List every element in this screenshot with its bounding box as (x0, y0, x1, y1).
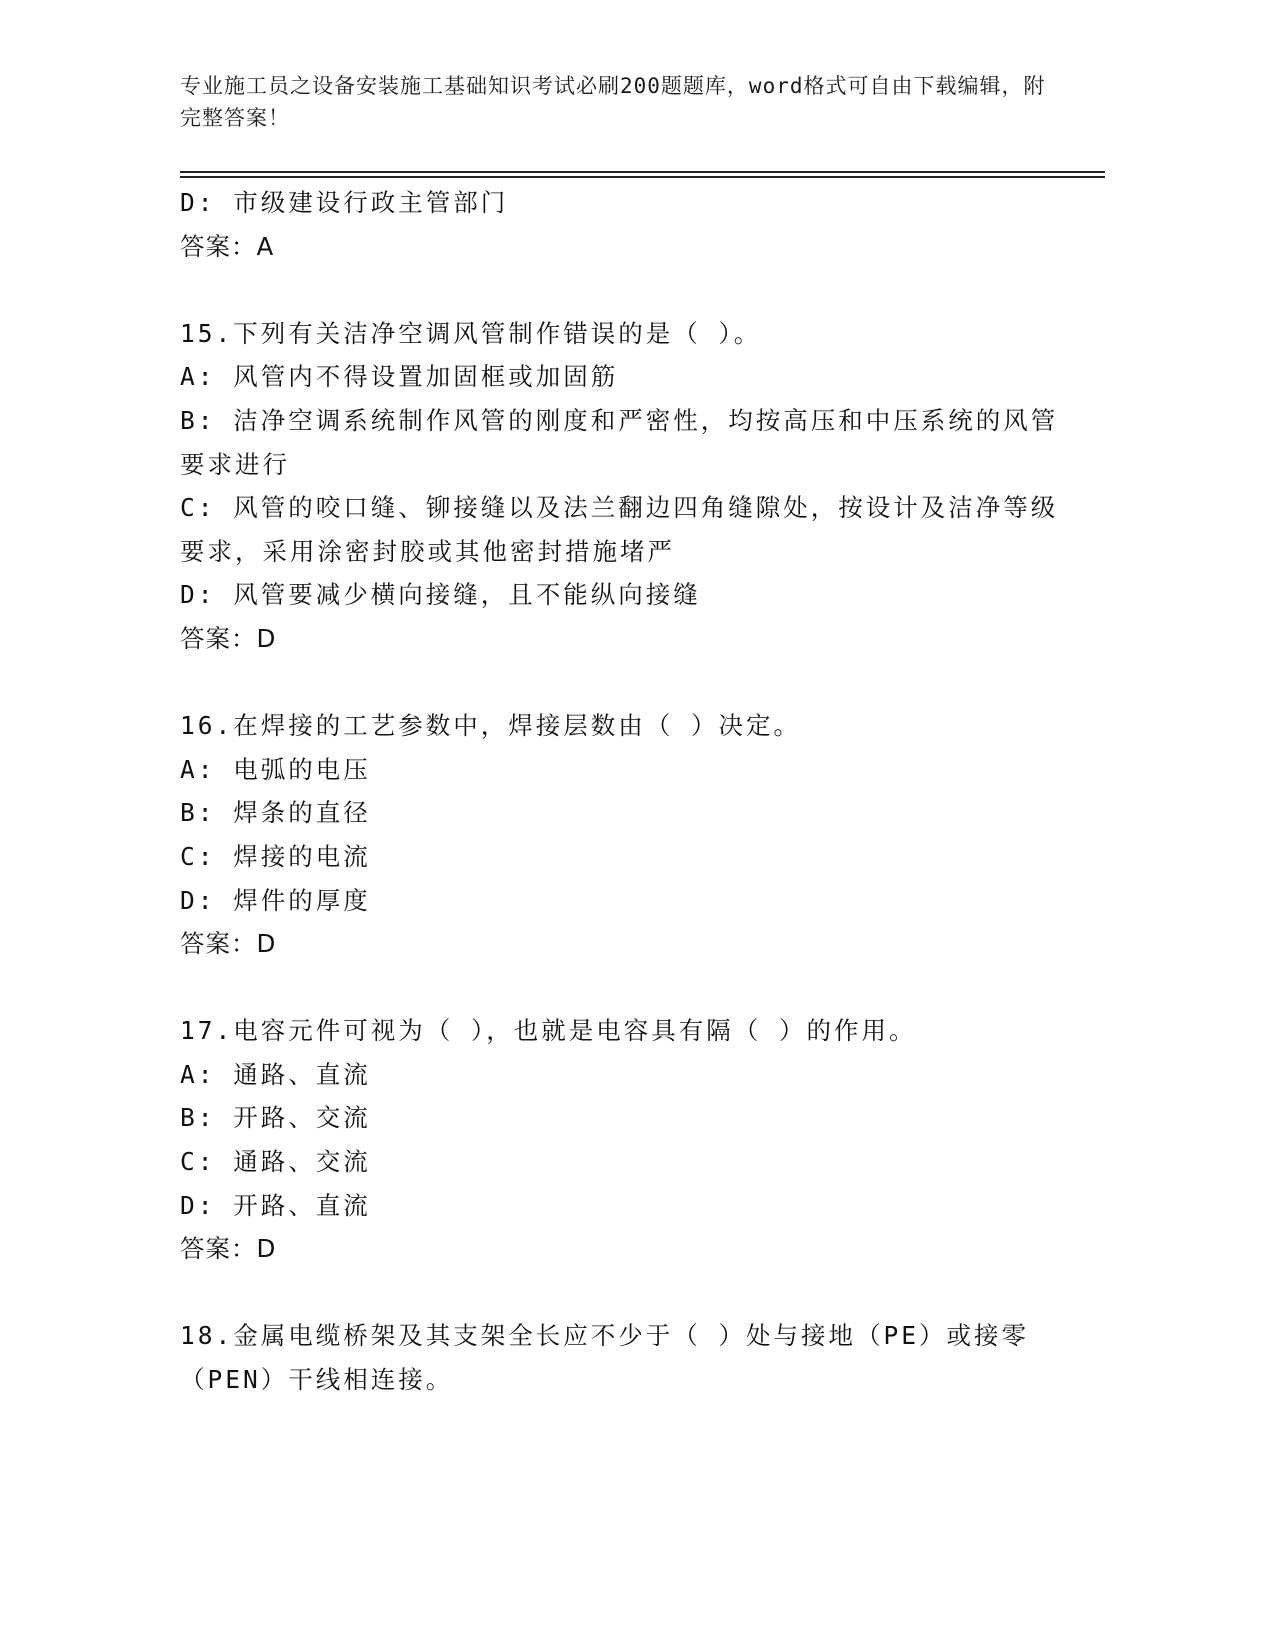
option-a: A: 通路、直流 (180, 1059, 371, 1089)
answer-carryover: 答案：A (180, 231, 275, 261)
question-17 (180, 1009, 1060, 1271)
answer: 答案：D (180, 929, 277, 959)
option-c: C: 风管的咬口缝、铆接缝以及法兰翻边四角缝隙处，按设计及洁净等级要求，采用涂密封胶或其他密封措施堵严 (180, 493, 1059, 566)
document-header (180, 70, 1060, 134)
option-a: A: 电弧的电压 (180, 754, 371, 784)
option-b: B: 洁净空调系统制作风管的刚度和严密性，均按高压和中压系统的风管要求进行 (180, 405, 1059, 479)
option-d-carryover: D: 市级建设行政主管部门 (180, 188, 509, 217)
spacer (180, 661, 1060, 705)
option-c: C: 焊接的电流 (180, 841, 371, 871)
option-d: D: 焊件的厚度 (180, 885, 371, 915)
question-stem: 18.金属电缆桥架及其支架全长应不少于（ ）处与接地（PE）或接零（PEN）干线相连接。 (180, 1321, 1029, 1395)
option-b: B: 开路、交流 (180, 1103, 371, 1133)
spacer (180, 268, 1060, 312)
option-a: A: 风管内不得设置加固框或加固筋 (180, 362, 619, 392)
spacer (180, 966, 1060, 1010)
option-c: C: 通路、交流 (180, 1147, 371, 1177)
question-stem: 17.电容元件可视为（ ），也就是电容具有隔（ ）的作用。 (180, 1016, 917, 1046)
header-title: 专业施工员之设备安装施工基础知识考试必刷200题题库，word格式可自由下载编辑，附完整答案！ (180, 74, 1046, 130)
option-d: D: 风管要减少横向接缝，且不能纵向接缝 (180, 580, 701, 610)
question-18 (180, 1314, 1060, 1401)
answer: 答案：D (180, 623, 277, 653)
header-rule-top (180, 171, 1105, 173)
option-d: D: 开路、直流 (180, 1190, 371, 1220)
question-15 (180, 312, 1060, 661)
header-rule-bottom (180, 176, 1105, 178)
question-stem: 16.在焊接的工艺参数中，焊接层数由（ ）决定。 (180, 711, 801, 741)
answer: 答案：D (180, 1234, 277, 1264)
spacer (180, 1271, 1060, 1315)
question-stem: 15.下列有关洁净空调风管制作错误的是（ ）。 (180, 318, 762, 348)
question-list (180, 181, 1060, 1402)
option-b: B: 焊条的直径 (180, 798, 371, 828)
question-16 (180, 704, 1060, 966)
